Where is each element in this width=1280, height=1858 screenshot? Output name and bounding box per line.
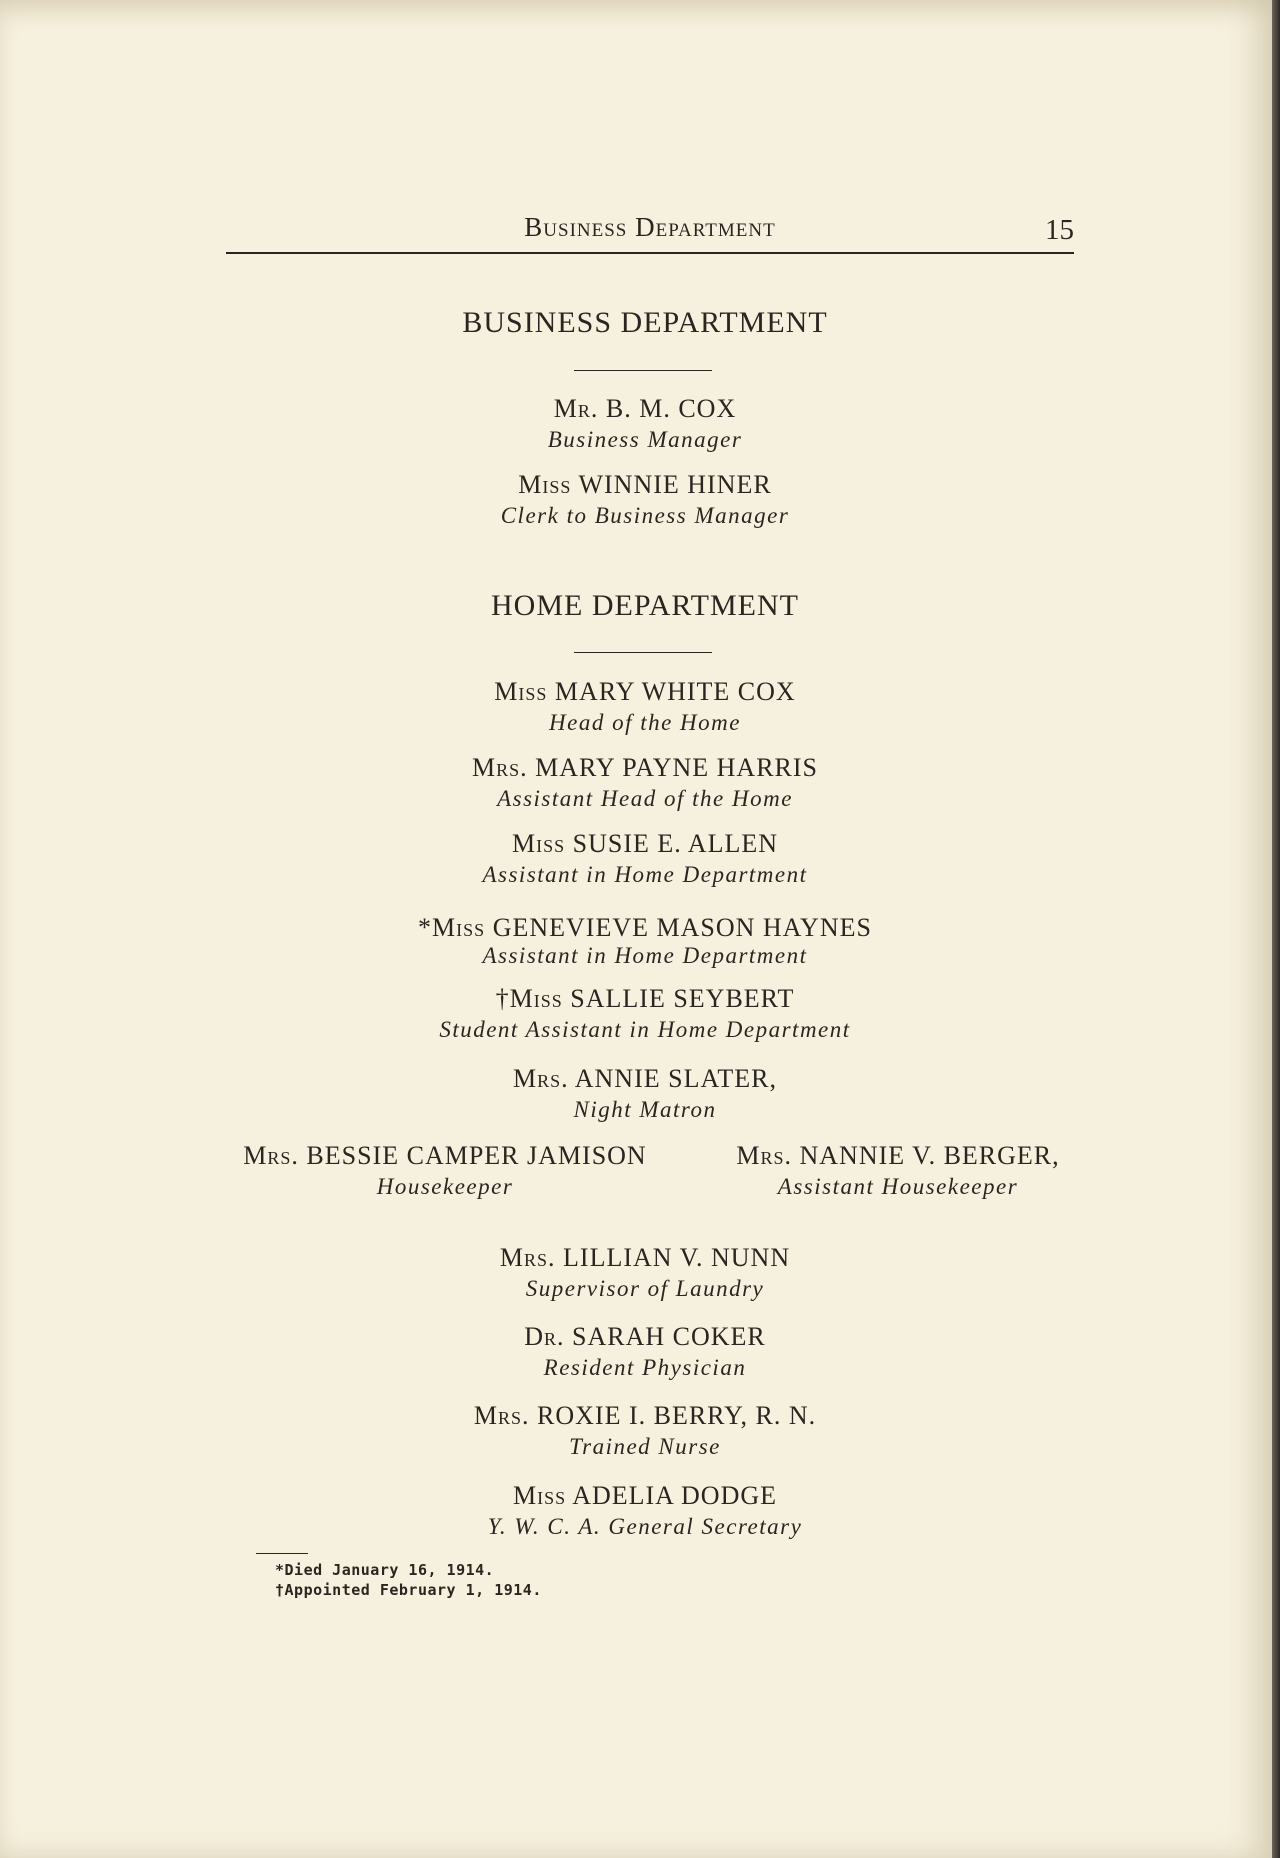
staff-name: Mrs. LILLIAN V. NUNN	[499, 1243, 791, 1272]
staff-title: Student Assistant in Home Department	[439, 1017, 851, 1042]
staff-name: Mr. B. M. COX	[553, 394, 737, 423]
staff-title: Head of the Home	[549, 710, 741, 735]
staff-title: Y. W. C. A. General Secretary	[487, 1514, 803, 1539]
staff-entry	[0, 676, 1280, 738]
staff-entry	[0, 752, 1280, 814]
page-edge	[1272, 0, 1280, 1858]
staff-title: Assistant Head of the Home	[497, 786, 793, 811]
staff-entry	[0, 828, 1280, 890]
footnote: *Died January 16, 1914.	[275, 1561, 495, 1579]
staff-name: *Miss GENEVIEVE MASON HAYNES	[418, 913, 872, 942]
footnote-rule	[256, 1553, 308, 1554]
staff-name: Miss MARY WHITE COX	[494, 677, 796, 706]
staff-name: Mrs. MARY PAYNE HARRIS	[471, 753, 818, 782]
staff-name: Dr. SARAH COKER	[524, 1322, 766, 1351]
staff-title: Clerk to Business Manager	[500, 503, 790, 528]
section-rule	[574, 370, 712, 371]
staff-name: Mrs. ROXIE I. BERRY, R. N.	[473, 1401, 817, 1430]
home-department-heading: HOME DEPARTMENT	[491, 589, 799, 622]
staff-title: Supervisor of Laundry	[525, 1276, 765, 1301]
staff-entry-assistant-housekeeper	[698, 1140, 1098, 1202]
staff-title: Housekeeper	[376, 1174, 514, 1199]
staff-name: †Miss SALLIE SEYBERT	[495, 984, 795, 1013]
page-number: 15	[1045, 214, 1074, 246]
staff-name: Miss SUSIE E. ALLEN	[511, 829, 779, 858]
staff-entry	[0, 1063, 1280, 1125]
staff-entry	[0, 912, 1280, 968]
staff-name: Miss ADELIA DODGE	[512, 1481, 778, 1510]
staff-name: Miss WINNIE HINER	[518, 470, 772, 499]
running-head	[226, 212, 1074, 254]
section-rule	[574, 652, 712, 653]
staff-name: Mrs. ANNIE SLATER,	[513, 1064, 777, 1093]
staff-entry-housekeeper	[230, 1140, 660, 1202]
running-head-title: Business Department	[524, 212, 776, 242]
staff-title: Night Matron	[573, 1097, 717, 1122]
footnote: †Appointed February 1, 1914.	[275, 1581, 542, 1599]
staff-entry	[0, 393, 1280, 455]
staff-entry	[0, 1480, 1280, 1542]
staff-entry	[0, 469, 1280, 531]
staff-title: Trained Nurse	[569, 1434, 721, 1459]
business-department-heading: BUSINESS DEPARTMENT	[462, 306, 828, 339]
staff-title: Assistant in Home Department	[482, 862, 808, 887]
staff-entry	[0, 1400, 1280, 1462]
footnotes	[275, 1560, 542, 1600]
staff-name: Mrs. BESSIE CAMPER JAMISON	[243, 1141, 647, 1170]
staff-title: Business Manager	[547, 427, 743, 452]
staff-entry	[0, 1321, 1280, 1383]
staff-entry	[0, 1242, 1280, 1304]
staff-title: Resident Physician	[543, 1355, 747, 1380]
staff-title: Assistant in Home Department	[482, 943, 808, 968]
staff-title: Assistant Housekeeper	[777, 1174, 1019, 1199]
staff-name: Mrs. NANNIE V. BERGER,	[736, 1141, 1060, 1170]
staff-entry	[0, 983, 1280, 1045]
